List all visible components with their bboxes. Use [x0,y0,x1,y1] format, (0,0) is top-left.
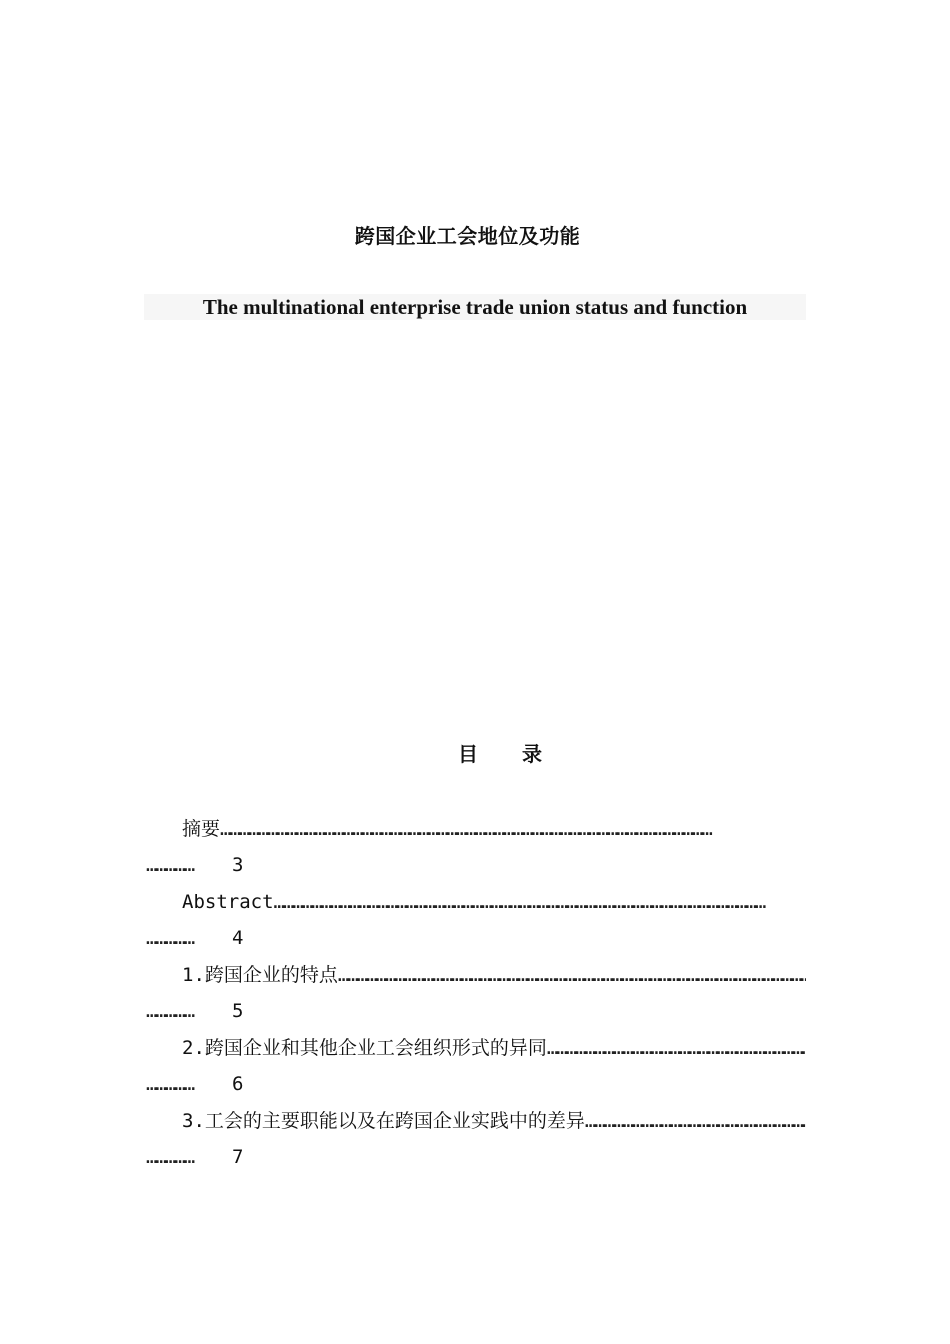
dot-leader [585,1108,806,1134]
toc-entry-abstract-en[interactable] [146,883,806,956]
toc-entry-label: 1.跨国企业的特点 [182,964,338,986]
toc-entry-abstract-cn[interactable] [146,810,806,883]
english-title: The multinational enterprise trade union status and function [202,295,748,319]
table-of-contents [146,810,806,1175]
toc-heading [0,740,950,768]
toc-entry-page: 6 [232,1073,244,1095]
toc-entry-label: 摘要 [182,818,221,840]
toc-entry-label: 3.工会的主要职能以及在跨国企业实践中的差异 [182,1110,585,1132]
toc-heading-char-1: 目 [458,742,478,766]
dot-leader [146,925,232,951]
dot-leader [220,816,806,842]
toc-entry-page: 3 [232,854,244,876]
toc-entry-section-1[interactable] [146,956,806,1029]
toc-heading-char-2: 录 [522,742,542,766]
toc-entry-section-3[interactable] [146,1102,806,1175]
toc-entry-page: 7 [232,1146,244,1168]
toc-entry-page: 5 [232,1000,244,1022]
dot-leader [146,1144,232,1170]
dot-leader [338,962,806,988]
dot-leader [146,998,232,1024]
dot-leader [547,1035,806,1061]
toc-entry-label: Abstract [182,891,274,913]
dot-leader [274,889,806,915]
toc-entry-section-2[interactable] [146,1029,806,1102]
toc-entry-label: 2.跨国企业和其他企业工会组织形式的异同 [182,1037,547,1059]
chinese-title: 跨国企业工会地位及功能 [354,224,581,248]
toc-entry-page: 4 [232,927,244,949]
dot-leader [146,852,232,878]
dot-leader [146,1071,232,1097]
